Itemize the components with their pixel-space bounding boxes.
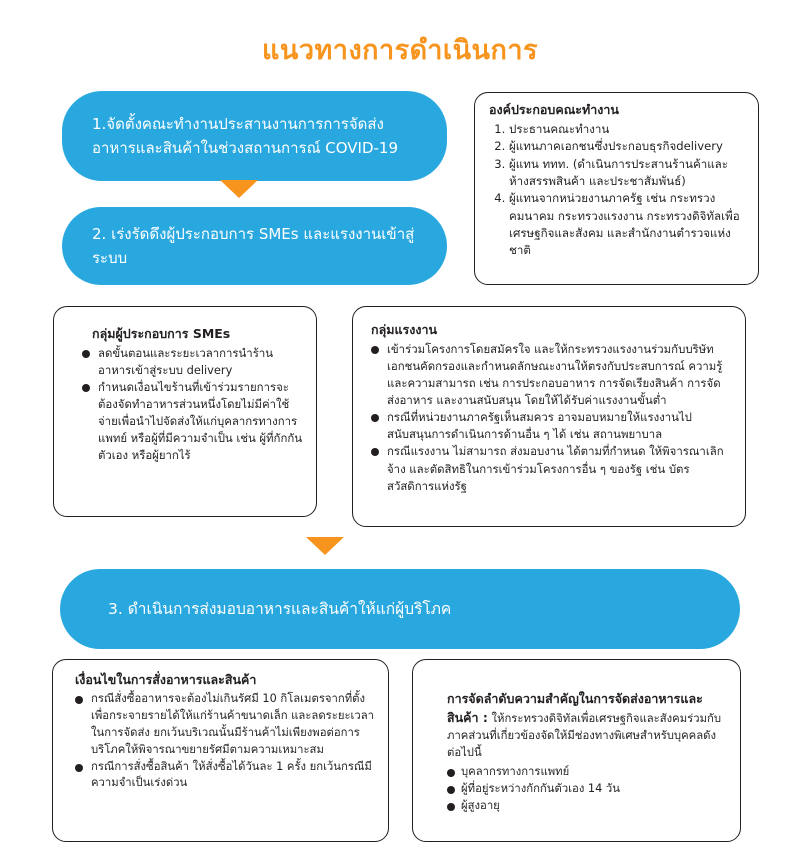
bullet-icon bbox=[447, 803, 455, 811]
smes-item-text: กำหนดเงื่อนไขร้านที่เข้าร่วมรายการจะต้องจัดทำอาหารส่วนหนึ่งโดยไม่มีค่าใช้จ่ายเพื่อนำไปจัดส่งให้แก่บุคลากรทางการแพทย์ หรือผู้ที่มีความจำเป็น เช่น ผู้ที่กักกันตัวเอง หรือผู้ยากไร้ bbox=[98, 379, 303, 463]
smes-title: กลุ่มผู้ประกอบการ SMEs bbox=[92, 326, 231, 341]
step-2-text: 2. เร่งรัดดึงผู้ประกอบการ SMEs และแรงงานเข้าสู่ระบบ bbox=[92, 225, 415, 267]
bullet-icon bbox=[82, 384, 90, 392]
committee-item: 3. ผู้แทน ททท. (ดำเนินการประสานร้านค้าและห้างสรรพสินค้า และประชาสัมพันธ์) bbox=[509, 156, 746, 191]
labor-item-text: กรณีแรงงาน ไม่สามารถ ส่งมอบงาน ได้ตามที่กำหนด ให้พิจารณาเลิกจ้าง และตัดสิทธิในการเข้าร่วมโครงการอื่น ๆ ของรัฐ เช่น บัตรสวัสดิการแห่งรัฐ bbox=[387, 444, 724, 493]
labor-list bbox=[371, 341, 733, 495]
step-1-banner bbox=[62, 91, 447, 181]
priority-paragraph bbox=[447, 690, 728, 762]
bullet-icon bbox=[82, 350, 90, 358]
priority-intro: ให้กระทรวงดิจิทัลเพื่อเศรษฐกิจและสังคมร่วมกับภาคส่วนที่เกี่ยวข้องจัดให้มีช่องทางพิเศษสำหรับบุคคลดังต่อไปนี้ bbox=[447, 711, 722, 759]
down-arrow-icon bbox=[306, 537, 344, 555]
step-3-banner bbox=[60, 569, 740, 649]
list-item bbox=[82, 379, 304, 465]
bullet-icon bbox=[371, 346, 379, 354]
step-1-text: 1.จัดตั้งคณะทำงานประสานงานการการจัดส่งอาหารและสินค้าในช่วงสถานการณ์ COVID-19 bbox=[92, 115, 398, 157]
step-3-text: 3. ดำเนินการส่งมอบอาหารและสินค้าให้แก่ผู้บริโภค bbox=[108, 599, 452, 618]
list-item bbox=[447, 798, 728, 815]
labor-item-text: เข้าร่วมโครงการโดยสมัครใจ และให้กระทรวงแรงงานร่วมกับบริษัทเอกชนคัดกรองและกำหนดลักษณะงานให้ตรงกับประสบการณ์ ความรู้ และความสามารถ เช่น การประกอบอาหาร การจัดเรียงสินค้า การจัดส่งอาหาร และงานสนับสนุน โดยให้ได้รับค่าแรงงานขั้นต่ำ bbox=[387, 341, 723, 408]
list-item bbox=[371, 341, 733, 409]
list-item bbox=[75, 759, 376, 793]
list-item bbox=[447, 781, 728, 798]
list-item bbox=[82, 345, 304, 379]
committee-item: 4. ผู้แทนจากหน่วยงานภาครัฐ เช่น กระทรวงคมนาคม กระทรวงแรงงาน กระทรวงดิจิทัลเพื่อเศรษฐกิจและสังคม และสำนักงานตำรวจแห่งชาติ bbox=[509, 190, 746, 260]
conditions-item-text: กรณีการสั่งซื้อสินค้า ให้สั่งซื้อได้วันละ 1 ครั้ง ยกเว้นกรณีมีความจำเป็นเร่งด่วน bbox=[91, 759, 372, 790]
priority-item-text: บุคลากรทางการแพทย์ bbox=[461, 764, 570, 778]
conditions-title: เงื่อนไขในการสั่งอาหารและสินค้า bbox=[75, 672, 257, 687]
list-item bbox=[75, 691, 376, 759]
priority-box bbox=[412, 659, 741, 842]
committee-item: 1. ประธานคณะทำงาน bbox=[509, 121, 746, 138]
labor-box bbox=[352, 306, 746, 527]
committee-item: 2. ผู้แทนภาคเอกชนซึ่งประกอบธุรกิจdelivery bbox=[509, 138, 746, 155]
bullet-icon bbox=[75, 764, 83, 772]
labor-item-text: กรณีที่หน่วยงานภาครัฐเห็นสมควร อาจมอบหมายให้แรงงานไปสนับสนุนการดำเนินการด้านอื่น ๆ ได้ เช่น สถานพยาบาล bbox=[387, 410, 692, 442]
list-item bbox=[447, 764, 728, 781]
list-item bbox=[371, 409, 733, 443]
bullet-icon bbox=[447, 769, 455, 777]
priority-item-text: ผู้สูงอายุ bbox=[461, 798, 500, 812]
conditions-list bbox=[75, 691, 376, 793]
priority-list bbox=[447, 764, 728, 815]
bullet-icon bbox=[75, 696, 83, 704]
smes-list bbox=[82, 345, 304, 465]
conditions-item-text: กรณีสั่งซื้ออาหารจะต้องไม่เกินรัศมี 10 กิโลเมตรจากที่ตั้ง เพื่อกระจายรายได้ให้แก่ร้านค้าขนาดเล็ก และลดระยะเวลาในการจัดส่ง ยกเว้นบริเวณนั้นมีร้านค้าไม่เพียงพอต่อการบริโภคให้พิจารณาขยายรัศมีตามความเหมาะสม bbox=[91, 691, 374, 756]
labor-title: กลุ่มแรงงาน bbox=[371, 322, 438, 337]
down-arrow-icon bbox=[220, 180, 258, 198]
conditions-box bbox=[52, 659, 389, 842]
smes-box bbox=[53, 306, 317, 517]
list-item bbox=[371, 443, 733, 494]
committee-list bbox=[489, 121, 746, 260]
page-title: แนวทางการดำเนินการ bbox=[261, 35, 539, 66]
priority-title: การจัดลำดับความสำคัญในการจัดส่งอาหารและสินค้า : bbox=[447, 691, 703, 725]
bullet-icon bbox=[371, 414, 379, 422]
priority-item-text: ผู้ที่อยู่ระหว่างกักกันตัวเอง 14 วัน bbox=[461, 781, 620, 795]
committee-box bbox=[474, 92, 759, 285]
bullet-icon bbox=[447, 786, 455, 794]
smes-item-text: ลดขั้นตอนและระยะเวลาการนำร้านอาหารเข้าสู่ระบบ delivery bbox=[98, 345, 274, 377]
committee-title: องค์ประกอบคณะทำงาน bbox=[489, 102, 619, 117]
step-2-banner bbox=[62, 207, 447, 285]
bullet-icon bbox=[371, 448, 379, 456]
